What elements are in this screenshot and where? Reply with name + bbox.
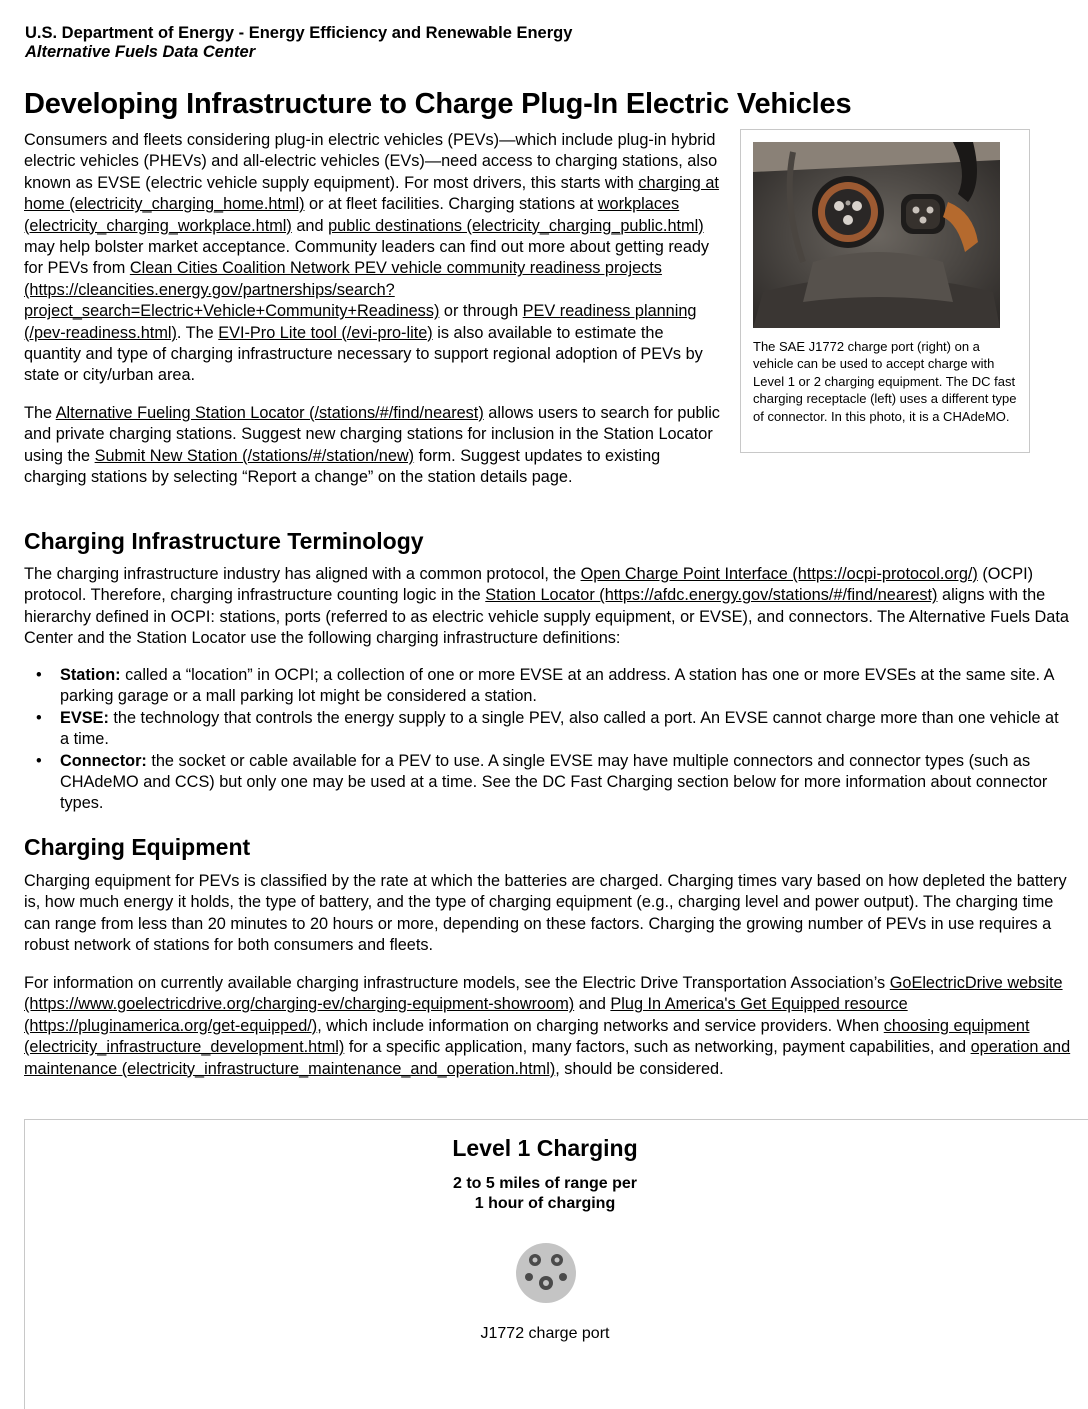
port-label: J1772 charge port	[480, 1325, 610, 1342]
text-run: or at fleet facilities. Charging stations at	[304, 195, 598, 214]
link-station-locator-afdc[interactable]: Station Locator (https://afdc.energy.gov/stations/#/find/nearest)	[485, 586, 938, 605]
text-run: aligns with the hierarchy defined in OCPI: stations, ports (referred to as electric vehicle supply equipment, or EVSE), and connectors. The Alternative Fuels Data Center and the Station Locator use the following charging infrastructure definitions:	[24, 586, 1069, 648]
section-heading-terminology: Charging Infrastructure Terminology	[24, 528, 424, 554]
text-run: is also available to estimate the quantity and type of charging infrastructure necessary to support regional adoption of PEVs by state or city/urban area.	[24, 323, 703, 385]
link-goelectricdrive[interactable]: GoElectricDrive website (https://www.goelectricdrive.org/charging-ev/charging-equipment-showroom)	[24, 974, 1063, 1014]
link-pev-readiness-planning[interactable]: PEV readiness planning (/pev-readiness.html)	[24, 302, 697, 342]
terminology-paragraph	[24, 564, 1074, 650]
text-run: Consumers and fleets considering plug-in electric vehicles (PEVs)—which include plug-in hybrid electric vehicles (PHEVs) and all-electric vehicles (EVs)—need access to charging stations, also known as EVSE (electric vehicle supply equipment). For most drivers, this starts with	[24, 131, 718, 192]
text-run: for a specific application, many factors, such as networking, payment capabilities, and	[344, 1038, 971, 1057]
page-header	[25, 24, 572, 62]
definition-term: Connector:	[60, 751, 147, 770]
level-1-title: Level 1 Charging	[452, 1135, 638, 1161]
link-operation-maintenance[interactable]: operation and maintenance (electricity_infrastructure_maintenance_and_operation.html)	[24, 1038, 1071, 1078]
equipment-paragraph-2	[24, 973, 1074, 1080]
text-run: or through	[439, 302, 523, 321]
link-plug-in-america[interactable]: Plug In America's Get Equipped resource (https://pluginamerica.org/get-equipped/)	[24, 995, 908, 1035]
intro-paragraph-2	[24, 403, 724, 489]
level-1-charging-card	[24, 1119, 1088, 1409]
bullet-icon: •	[36, 751, 42, 770]
link-submit-new-station[interactable]: Submit New Station (/stations/#/station/new)	[94, 446, 415, 465]
link-station-locator[interactable]: Alternative Fueling Station Locator (/stations/#/find/nearest)	[55, 404, 484, 422]
charge-port-photo	[753, 142, 1000, 328]
list-item	[24, 751, 1064, 815]
text-run: allows users to search for public and private charging stations. Suggest new charging stations for inclusion in the Station Locator using the	[24, 404, 720, 465]
figure-caption: The SAE J1772 charge port (right) on a vehicle can be used to accept charge with Level 1 or 2 charging equipment. The DC fast charging receptacle (left) uses a different type of connector. In this photo, it is a CHAdeMO.	[753, 339, 1017, 424]
level-1-rate	[25, 1174, 1065, 1214]
bullet-icon: •	[36, 708, 42, 727]
text-run: The charging infrastructure industry has aligned with a common protocol, the	[24, 565, 581, 583]
definition-text: the technology that controls the energy supply to a single PEV, also called a port. An EVSE cannot charge more than one vehicle at a time.	[60, 708, 1059, 749]
rate-line-1: 2 to 5 miles of range per	[452, 1175, 638, 1192]
definition-text: the socket or cable available for a PEV to use. A single EVSE may have multiple connectors and connector types (such as CHAdeMO and CCS) but only one may be used at a time. See the DC Fast Charging section below for more information about connector types.	[60, 751, 1048, 813]
equipment-paragraph-1: Charging equipment for PEVs is classified by the rate at which the batteries are charged. Charging times vary based on how depleted the battery is, how much energy it holds, the type of battery, and the type of charging equipment (e.g., charging level and power output). The charging time can range from less than 20 minutes to 20 hours or more, depending on these factors. Charging the growing number of PEVs in use requires a robust network of stations for both consumers and fleets.	[24, 872, 1067, 955]
link-evi-pro-lite[interactable]: EVI-Pro Lite tool (/evi-pro-lite)	[218, 323, 433, 342]
text-run: (OCPI) protocol. Therefore, charging infrastructure counting logic in the	[24, 565, 1034, 605]
link-clean-cities-readiness[interactable]: Clean Cities Coalition Network PEV vehicle community readiness projects (https://cleancities.energy.gov/partnerships/search?project_search=Electric+Vehicle+Community+Readiness)	[24, 259, 662, 321]
link-ocpi-protocol[interactable]: Open Charge Point Interface (https://ocpi-protocol.org/)	[580, 565, 978, 583]
charge-port-figure	[740, 129, 1030, 453]
text-run: The	[24, 404, 56, 422]
text-run: may help bolster market acceptance. Community leaders can find out more about getting ready for PEVs from	[24, 238, 710, 278]
section-heading-equipment: Charging Equipment	[24, 834, 251, 860]
rate-line-2: 1 hour of charging	[474, 1195, 616, 1212]
definition-term: Station:	[60, 666, 121, 684]
definition-text: called a “location” in OCPI; a collection of one or more EVSE at an address. A station has one or more EVSEs at the same site. A parking garage or a mall parking lot might be considered a station.	[60, 666, 1054, 706]
list-item	[24, 708, 1064, 751]
bullet-icon: •	[36, 666, 42, 684]
list-item	[24, 665, 1064, 708]
text-run: form. Suggest updates to existing charging stations by selecting “Report a change” on the station details page.	[24, 446, 661, 487]
agency-line: U.S. Department of Energy - Energy Efficiency and Renewable Energy	[25, 24, 573, 42]
text-run: , which include information on charging networks and service providers. When	[317, 1016, 884, 1035]
text-run: . The	[176, 323, 219, 342]
terminology-list	[24, 665, 1064, 815]
text-run: , should be considered.	[555, 1059, 724, 1078]
link-public-destinations[interactable]: public destinations (electricity_charging_public.html)	[328, 216, 704, 235]
definition-term: EVSE:	[60, 708, 109, 727]
intro-paragraph-1	[24, 130, 724, 387]
link-workplaces[interactable]: workplaces (electricity_charging_workplace.html)	[24, 195, 680, 235]
link-choosing-equipment[interactable]: choosing equipment (electricity_infrastructure_development.html)	[24, 1016, 1030, 1057]
text-run: For information on currently available charging infrastructure models, see the Electric Drive Transportation Association’s	[24, 974, 890, 992]
link-charging-at-home[interactable]: charging at home (electricity_charging_home.html)	[24, 173, 719, 214]
page-title: Developing Infrastructure to Charge Plug-In Electric Vehicles	[24, 88, 852, 120]
text-run: and	[291, 216, 329, 235]
text-run: and	[574, 995, 611, 1014]
j1772-port-icon	[515, 1242, 577, 1304]
site-name: Alternative Fuels Data Center	[25, 43, 256, 61]
